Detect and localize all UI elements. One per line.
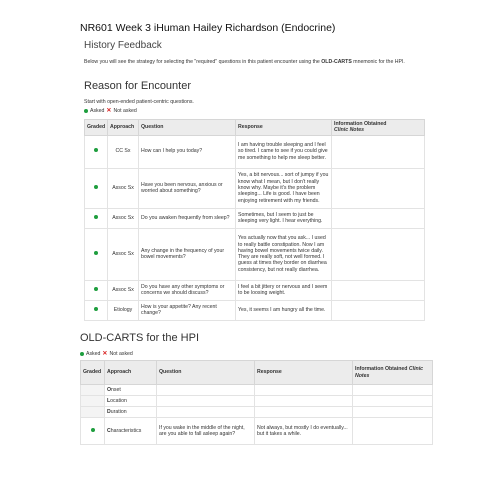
asked-dot-icon xyxy=(91,428,95,432)
response-cell xyxy=(255,385,353,396)
not-asked-x-icon: ✕ xyxy=(106,107,112,114)
approach-cell: Etiology xyxy=(108,300,139,320)
approach-rest: nset xyxy=(111,386,121,393)
col-question: Question xyxy=(139,120,236,136)
table-row xyxy=(85,168,425,208)
col-approach: Approach xyxy=(105,361,157,385)
asked-dot-icon xyxy=(84,109,88,113)
table-row xyxy=(85,228,425,280)
history-feedback-intro xyxy=(84,59,414,66)
response-cell: Yes, a bit nervous... sort of jumpy if you know what I mean, but I don't really know why. Maybe it's the problem sleeping... Life is good. I have been enjoying retirement with my friends. xyxy=(236,168,332,208)
asked-dot-icon xyxy=(94,185,98,189)
reason-heading: Reason for Encounter xyxy=(84,80,192,92)
info-cell xyxy=(332,280,425,300)
response-cell: I feel a bit jittery or nervous and I seem to be loosing weight. xyxy=(236,280,332,300)
table-row xyxy=(85,208,425,228)
graded-cell xyxy=(81,407,105,418)
oldcarts-table-header xyxy=(81,361,433,385)
info-cell xyxy=(353,396,433,407)
approach-cell xyxy=(105,407,157,418)
question-cell: Have you been nervous, anxious or worried about something? xyxy=(139,168,236,208)
approach-cell xyxy=(105,418,157,445)
approach-rest: uration xyxy=(110,408,127,415)
approach-cell xyxy=(105,396,157,407)
info-cell xyxy=(332,300,425,320)
response-cell: Yes actually now that you ask... I used to really battle constipation. Now I am having bowel movements twice daily. They are really soft, not well formed. I guess at times they border on diarrhea consistency, but not really diarrhea. xyxy=(236,228,332,280)
question-cell: Any change in the frequency of your bowel movements? xyxy=(139,228,236,280)
intro-text-end: mnemonic for the HPI. xyxy=(351,59,405,65)
graded-cell xyxy=(81,418,105,445)
approach-letter: L xyxy=(107,397,111,404)
graded-cell xyxy=(85,135,108,168)
response-cell: Yes, it seems I am hungry all the time. xyxy=(236,300,332,320)
asked-dot-icon xyxy=(94,287,98,291)
approach-cell: CC Sx xyxy=(108,135,139,168)
intro-bold: OLD-CARTS xyxy=(321,59,352,65)
col-info-label: Information Obtained xyxy=(355,366,408,373)
question-cell: Do you awaken frequently from sleep? xyxy=(139,208,236,228)
reason-subtext: Start with open-ended patient-centric questions. xyxy=(84,99,194,105)
approach-cell xyxy=(105,385,157,396)
col-info-label: Information Obtained xyxy=(334,121,387,127)
col-graded: Graded xyxy=(85,120,108,136)
approach-letter: D xyxy=(107,408,111,415)
table-row xyxy=(85,280,425,300)
table-row xyxy=(81,418,433,445)
graded-cell xyxy=(85,280,108,300)
response-cell: I am having trouble sleeping and I feel so tired. I came to see if you could give me something to help me sleep better. xyxy=(236,135,332,168)
asked-dot-icon xyxy=(94,215,98,219)
not-asked-x-icon: ✕ xyxy=(102,350,108,357)
asked-dot-icon xyxy=(94,251,98,255)
info-cell xyxy=(332,168,425,208)
response-cell: Sometimes, but I seem to just be sleeping very light. I hear everything. xyxy=(236,208,332,228)
graded-cell xyxy=(85,300,108,320)
reason-legend xyxy=(84,108,137,114)
col-info xyxy=(332,120,425,136)
info-cell xyxy=(353,407,433,418)
approach-cell: Assoc Sx xyxy=(108,208,139,228)
approach-letter: O xyxy=(107,386,112,393)
info-cell xyxy=(332,135,425,168)
table-row xyxy=(81,385,433,396)
legend-not-asked-label: Not asked xyxy=(113,108,137,114)
response-cell xyxy=(255,396,353,407)
document-title: NR601 Week 3 iHuman Hailey Richardson (Endocrine) xyxy=(80,22,336,34)
oldcarts-heading: OLD-CARTS for the HPI xyxy=(80,332,199,344)
approach-rest: haracteristics xyxy=(110,427,142,434)
approach-cell: Assoc Sx xyxy=(108,228,139,280)
oldcarts-legend xyxy=(80,351,133,357)
reason-table xyxy=(84,119,425,321)
question-cell: How is your appetite? Any recent change? xyxy=(139,300,236,320)
asked-dot-icon xyxy=(94,307,98,311)
col-response: Response xyxy=(255,361,353,385)
legend-asked-label: Asked xyxy=(86,351,101,357)
graded-cell xyxy=(81,396,105,407)
info-cell xyxy=(353,418,433,445)
reason-table-header xyxy=(85,120,425,136)
question-cell: If you wake in the middle of the night, are you able to fall asleep again? xyxy=(157,418,255,445)
response-cell: Not always, but mostly I do eventually... but it takes a while. xyxy=(255,418,353,445)
info-cell xyxy=(332,228,425,280)
asked-dot-icon xyxy=(80,352,84,356)
graded-cell xyxy=(85,228,108,280)
approach-letter: C xyxy=(107,427,111,434)
response-cell xyxy=(255,407,353,418)
question-cell xyxy=(157,385,255,396)
col-question: Question xyxy=(157,361,255,385)
intro-text: Below you will see the strategy for selecting the "required" questions in this patient encounter using the xyxy=(84,59,322,65)
approach-rest: ocation xyxy=(110,397,127,404)
question-cell xyxy=(157,407,255,418)
col-clinic-notes-label: Clinic Notes xyxy=(334,127,364,134)
table-row xyxy=(85,300,425,320)
asked-dot-icon xyxy=(94,148,98,152)
oldcarts-table xyxy=(80,360,433,445)
question-cell: How can I help you today? xyxy=(139,135,236,168)
legend-asked-label: Asked xyxy=(90,108,105,114)
approach-cell: Assoc Sx xyxy=(108,168,139,208)
col-approach: Approach xyxy=(108,120,139,136)
col-graded: Graded xyxy=(81,361,105,385)
legend-not-asked-label: Not asked xyxy=(109,351,133,357)
graded-cell xyxy=(85,168,108,208)
question-cell xyxy=(157,396,255,407)
table-row xyxy=(81,396,433,407)
graded-cell xyxy=(81,385,105,396)
col-clinic-notes-label: Clinic Notes xyxy=(355,366,424,379)
graded-cell xyxy=(85,208,108,228)
col-response: Response xyxy=(236,120,332,136)
info-cell xyxy=(353,385,433,396)
question-cell: Do you have any other symptoms or concerns we should discuss? xyxy=(139,280,236,300)
info-cell xyxy=(332,208,425,228)
approach-cell: Assoc Sx xyxy=(108,280,139,300)
table-row xyxy=(81,407,433,418)
table-row xyxy=(85,135,425,168)
history-feedback-heading: History Feedback xyxy=(84,40,162,51)
col-info xyxy=(353,361,433,385)
